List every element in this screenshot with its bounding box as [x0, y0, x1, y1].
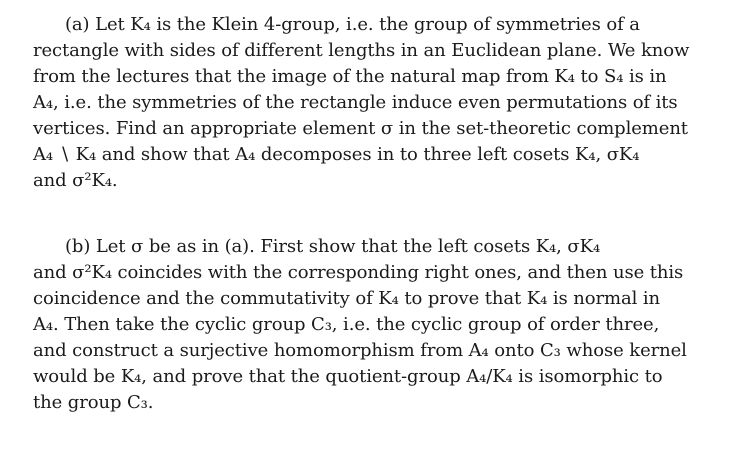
text-line: rectangle with sides of different lengths in an Euclidean plane. We know [33, 40, 690, 61]
text-line: A₄ ∖ K₄ and show that A₄ decomposes in to three left cosets K₄, σK₄ [33, 144, 640, 165]
text-line: vertices. Find an appropriate element σ in the set-theoretic complement [33, 118, 688, 139]
text-line: A₄. Then take the cyclic group C₃, i.e. the cyclic group of order three, [33, 314, 660, 335]
text-line: the group C₃. [33, 392, 154, 413]
paragraph-part-a [33, 12, 723, 194]
text-line: A₄, i.e. the symmetries of the rectangle induce even permutations of its [33, 92, 678, 113]
text-line: and σ²K₄. [33, 170, 118, 191]
text-line: from the lectures that the image of the natural map from K₄ to S₄ is in [33, 66, 667, 87]
text-line: and σ²K₄ coincides with the corresponding right ones, and then use this [33, 262, 684, 283]
text-line: coincidence and the commutativity of K₄ to prove that K₄ is normal in [33, 288, 661, 309]
paragraph-part-b [33, 234, 723, 416]
text-line: (b) Let σ be as in (a). First show that the left cosets K₄, σK₄ [65, 236, 601, 257]
text-line: (a) Let K₄ is the Klein 4-group, i.e. the group of symmetries of a [65, 14, 640, 35]
text-line: and construct a surjective homomorphism from A₄ onto C₃ whose kernel [33, 340, 687, 361]
text-line: would be K₄, and prove that the quotient-group A₄/K₄ is isomorphic to [33, 366, 663, 387]
